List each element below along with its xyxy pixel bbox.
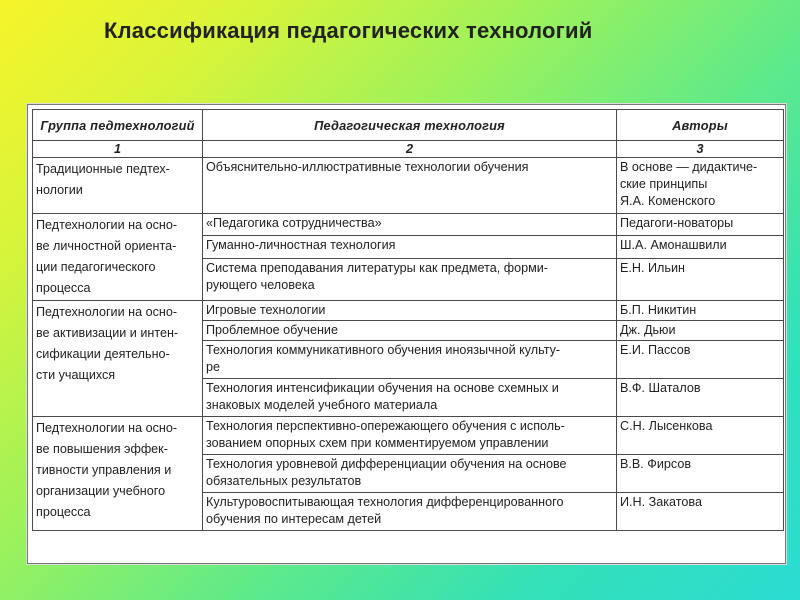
authors-cell: И.Н. Закатова	[617, 493, 784, 531]
table-row	[33, 158, 784, 214]
authors-cell: Ш.А. Амонашвили	[617, 236, 784, 258]
table-row	[33, 301, 784, 321]
technology-cell: Культуровоспитывающая технология дифференцированного обучения по интересам детей	[203, 493, 617, 531]
technology-cell: Система преподавания литературы как предмета, форми- рующего человека	[203, 258, 617, 300]
table-row	[33, 417, 784, 455]
column-number: 3	[617, 141, 784, 158]
group-cell: Педтехнологии на осно- ве личностной ориента- ции педагогического процесса	[33, 214, 203, 301]
authors-cell: С.Н. Лысенкова	[617, 417, 784, 455]
authors-cell: В.В. Фирсов	[617, 455, 784, 493]
group-cell: Педтехнологии на осно- ве повышения эффек- тивности управления и организации учебного процесса	[33, 417, 203, 531]
technology-cell: «Педагогика сотрудничества»	[203, 214, 617, 236]
column-number-row	[33, 141, 784, 158]
group-cell: Педтехнологии на осно- ве активизации и интен- сификации деятельно- сти учащихся	[33, 301, 203, 417]
classification-table-frame	[27, 104, 786, 564]
technology-cell: Объяснительно-иллюстративные технологии обучения	[203, 158, 617, 214]
technology-cell: Технология перспективно-опережающего обучения с исполь- зованием опорных схем при комментируемом управлении	[203, 417, 617, 455]
technology-cell: Технология уровневой дифференциации обучения на основе обязательных результатов	[203, 455, 617, 493]
authors-cell: Е.И. Пассов	[617, 341, 784, 379]
header-technology: Педагогическая технология	[203, 110, 617, 141]
classification-table	[32, 109, 784, 531]
column-number: 2	[203, 141, 617, 158]
technology-cell: Технология коммуникативного обучения иноязычной культу- ре	[203, 341, 617, 379]
column-number: 1	[33, 141, 203, 158]
authors-cell: Е.Н. Ильин	[617, 258, 784, 300]
technology-cell: Проблемное обучение	[203, 321, 617, 341]
authors-cell: В основе — дидактиче- ские принципы Я.А. Коменского	[617, 158, 784, 214]
header-group: Группа педтехнологий	[33, 110, 203, 141]
authors-cell: Педагоги-новаторы	[617, 214, 784, 236]
authors-cell: Дж. Дьюи	[617, 321, 784, 341]
table-row	[33, 214, 784, 236]
slide-title: Классификация педагогических технологий	[104, 18, 593, 43]
group-cell: Традиционные педтех- нологии	[33, 158, 203, 214]
header-authors: Авторы	[617, 110, 784, 141]
table-header-row	[33, 110, 784, 141]
technology-cell: Гуманно-личностная технология	[203, 236, 617, 258]
authors-cell: В.Ф. Шаталов	[617, 379, 784, 417]
technology-cell: Технология интенсификации обучения на основе схемных и знаковых моделей учебного материала	[203, 379, 617, 417]
technology-cell: Игровые технологии	[203, 301, 617, 321]
authors-cell: Б.П. Никитин	[617, 301, 784, 321]
